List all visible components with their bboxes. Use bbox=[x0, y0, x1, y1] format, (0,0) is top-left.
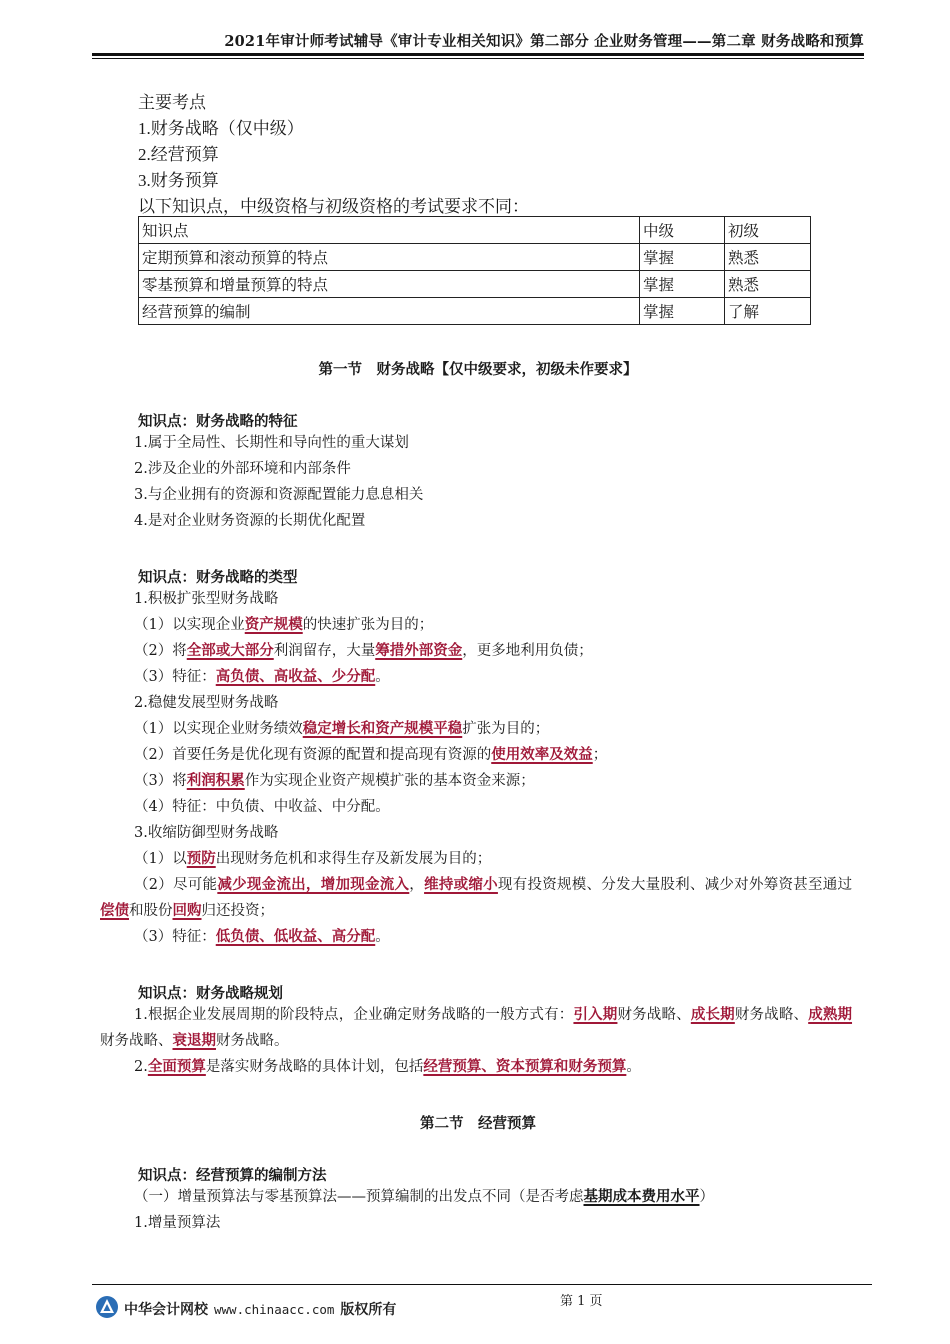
list-item: 1.属于全局性、长期性和导向性的重大谋划 bbox=[134, 435, 409, 451]
list-item: 4.是对企业财务资源的长期优化配置 bbox=[134, 513, 366, 529]
text-run: 。 bbox=[375, 669, 390, 685]
highlight-term: 回购 bbox=[172, 902, 202, 919]
table-row bbox=[139, 271, 811, 298]
highlight-term: 筹措外部资金 bbox=[375, 642, 463, 659]
text-run: （3）特征： bbox=[134, 929, 216, 945]
list-item bbox=[134, 1184, 854, 1210]
highlight-term: 利润积累 bbox=[186, 772, 245, 789]
list-item bbox=[134, 716, 854, 742]
text-run: ，更多地利用负债； bbox=[462, 643, 593, 659]
table-cell: 熟悉 bbox=[725, 244, 811, 271]
list-item: 3.与企业拥有的资源和资源配置能力息息相关 bbox=[134, 487, 424, 503]
table-cell: 经营预算的编制 bbox=[139, 298, 640, 325]
text-run: ； bbox=[592, 747, 608, 763]
text-run: ） bbox=[699, 1189, 714, 1205]
footer-site[interactable]: www.chinaacc.com bbox=[214, 1302, 335, 1317]
highlight-term: 引入期 bbox=[573, 1006, 618, 1023]
text-run: 的快速扩张为目的； bbox=[302, 617, 434, 633]
footer-brand-name: 中华会计网校 bbox=[124, 1302, 208, 1318]
text-run: （1）以实现企业财务绩效 bbox=[134, 721, 303, 737]
text-run: 和股份 bbox=[129, 903, 173, 919]
highlight-term: 全面预算 bbox=[147, 1058, 206, 1075]
text-run: （3）将 bbox=[134, 773, 187, 789]
type-heading-steady: 2.稳健发展型财务战略 bbox=[134, 695, 279, 711]
list-item bbox=[134, 664, 854, 690]
chinaacc-logo-icon bbox=[95, 1295, 119, 1319]
text-run: ， bbox=[409, 877, 425, 893]
text-run: （2）首要任务是优化现有资源的配置和提高现有资源的 bbox=[134, 747, 492, 763]
text-run: 2. bbox=[134, 1059, 148, 1075]
table-header-row bbox=[139, 217, 811, 244]
table-cell: 掌握 bbox=[640, 244, 725, 271]
requirements-table bbox=[138, 216, 811, 325]
type-heading-aggressive: 1.积极扩张型财务战略 bbox=[134, 591, 279, 607]
text-run: 出现财务危机和求得生存及新发展为目的； bbox=[215, 851, 492, 867]
text-run: 。 bbox=[626, 1059, 641, 1075]
table-cell: 熟悉 bbox=[725, 271, 811, 298]
table-cell: 掌握 bbox=[640, 271, 725, 298]
text-run: （2）将 bbox=[134, 643, 187, 659]
text-run: （一）增量预算法与零基预算法——预算编制的出发点不同（是否考虑 bbox=[134, 1189, 584, 1205]
highlight-term: 成长期 bbox=[690, 1006, 735, 1023]
list-item: （4）特征：中负债、中收益、中分配。 bbox=[134, 799, 390, 815]
text-run: 归还投资； bbox=[201, 903, 274, 919]
list-item bbox=[100, 1002, 852, 1054]
footer-rule bbox=[92, 1284, 872, 1285]
list-item: 2.涉及企业的外部环境和内部条件 bbox=[134, 461, 351, 477]
list-item bbox=[134, 846, 854, 872]
highlight-term: 成熟期 bbox=[808, 1006, 853, 1023]
text-run: 财务战略。 bbox=[216, 1033, 289, 1049]
text-run: 1.根据企业发展周期的阶段特点，企业确定财务战略的一般方式有： bbox=[134, 1007, 574, 1023]
highlight-term: 稳定增长和资产规模平稳 bbox=[302, 720, 463, 737]
highlight-term: 减少现金流出，增加现金流入 bbox=[217, 876, 410, 893]
text-run: 现有投资规模、分发大量股利、减少对外筹资甚至通过 bbox=[497, 877, 853, 893]
text-run: 扩张为目的； bbox=[462, 721, 550, 737]
table-row bbox=[139, 244, 811, 271]
highlight-term: 经营预算、资本预算和财务预算 bbox=[423, 1058, 627, 1075]
kp-characteristics-title: 知识点：财务战略的特征 bbox=[138, 413, 298, 430]
list-item bbox=[134, 768, 854, 794]
footer-brand bbox=[124, 1299, 396, 1319]
header-rule bbox=[92, 53, 864, 56]
section-2-title: 第二节 经营预算 bbox=[420, 1115, 536, 1132]
text-run: 财务战略、 bbox=[617, 1007, 691, 1023]
highlight-term: 维持或缩小 bbox=[424, 876, 498, 893]
highlight-term: 偿债 bbox=[100, 902, 129, 919]
text-run: 作为实现企业资产规模扩张的基本资金来源； bbox=[244, 773, 535, 789]
table-header-cell: 中级 bbox=[640, 217, 725, 244]
list-item bbox=[100, 872, 852, 924]
list-item bbox=[134, 924, 854, 950]
table-cell: 掌握 bbox=[640, 298, 725, 325]
kp-methods-title: 知识点：经营预算的编制方法 bbox=[138, 1167, 327, 1184]
highlight-term: 基期成本费用水平 bbox=[583, 1188, 700, 1205]
summary-item-3: 3.财务预算 bbox=[138, 171, 219, 190]
table-cell: 零基预算和增量预算的特点 bbox=[139, 271, 640, 298]
highlight-term: 预防 bbox=[186, 850, 216, 867]
text-run: 利润留存，大量 bbox=[273, 643, 376, 659]
table-row bbox=[139, 298, 811, 325]
table-cell: 定期预算和滚动预算的特点 bbox=[139, 244, 640, 271]
footer-rights: 版权所有 bbox=[340, 1302, 397, 1318]
highlight-term: 低负债、低收益、高分配 bbox=[215, 928, 376, 945]
text-run: 财务战略、 bbox=[100, 1033, 173, 1049]
list-item bbox=[134, 612, 854, 638]
highlight-term: 衰退期 bbox=[172, 1032, 216, 1049]
table-header-cell: 知识点 bbox=[139, 217, 640, 244]
highlight-term: 使用效率及效益 bbox=[491, 746, 593, 763]
highlight-term: 高负债、高收益、少分配 bbox=[215, 668, 376, 685]
text-run: 财务战略、 bbox=[734, 1007, 809, 1023]
highlight-term: 全部或大部分 bbox=[186, 642, 274, 659]
table-header-cell: 初级 bbox=[725, 217, 811, 244]
text-run: （2）尽可能 bbox=[134, 877, 218, 893]
type-heading-defensive: 3.收缩防御型财务战略 bbox=[134, 825, 279, 841]
header-rule-thin bbox=[92, 58, 864, 59]
text-run: 是落实财务战略的具体计划，包括 bbox=[205, 1059, 424, 1075]
summary-item-1: 1.财务战略（仅中级） bbox=[138, 119, 304, 138]
list-item: 1.增量预算法 bbox=[134, 1215, 221, 1231]
list-item bbox=[134, 638, 854, 664]
list-item bbox=[134, 1054, 854, 1080]
list-item bbox=[134, 742, 854, 768]
text-run: （1）以实现企业 bbox=[134, 617, 245, 633]
table-cell: 了解 bbox=[725, 298, 811, 325]
page-number: 第 1 页 bbox=[560, 1294, 603, 1309]
summary-heading: 主要考点 bbox=[138, 93, 206, 112]
text-run: （1）以 bbox=[134, 851, 187, 867]
summary-item-2: 2.经营预算 bbox=[138, 145, 219, 164]
kp-planning-title: 知识点：财务战略规划 bbox=[138, 985, 283, 1002]
section-1-title: 第一节 财务战略【仅中级要求，初级未作要求】 bbox=[318, 361, 638, 378]
text-run: 。 bbox=[375, 929, 390, 945]
page-header-title: 2021年审计师考试辅导《审计专业相关知识》第二部分 企业财务管理——第二章 财务战略和预算 bbox=[224, 33, 864, 50]
text-run: （3）特征： bbox=[134, 669, 216, 685]
highlight-term: 资产规模 bbox=[244, 616, 303, 633]
kp-types-title: 知识点：财务战略的类型 bbox=[138, 569, 298, 586]
summary-note: 以下知识点，中级资格与初级资格的考试要求不同： bbox=[138, 197, 529, 216]
